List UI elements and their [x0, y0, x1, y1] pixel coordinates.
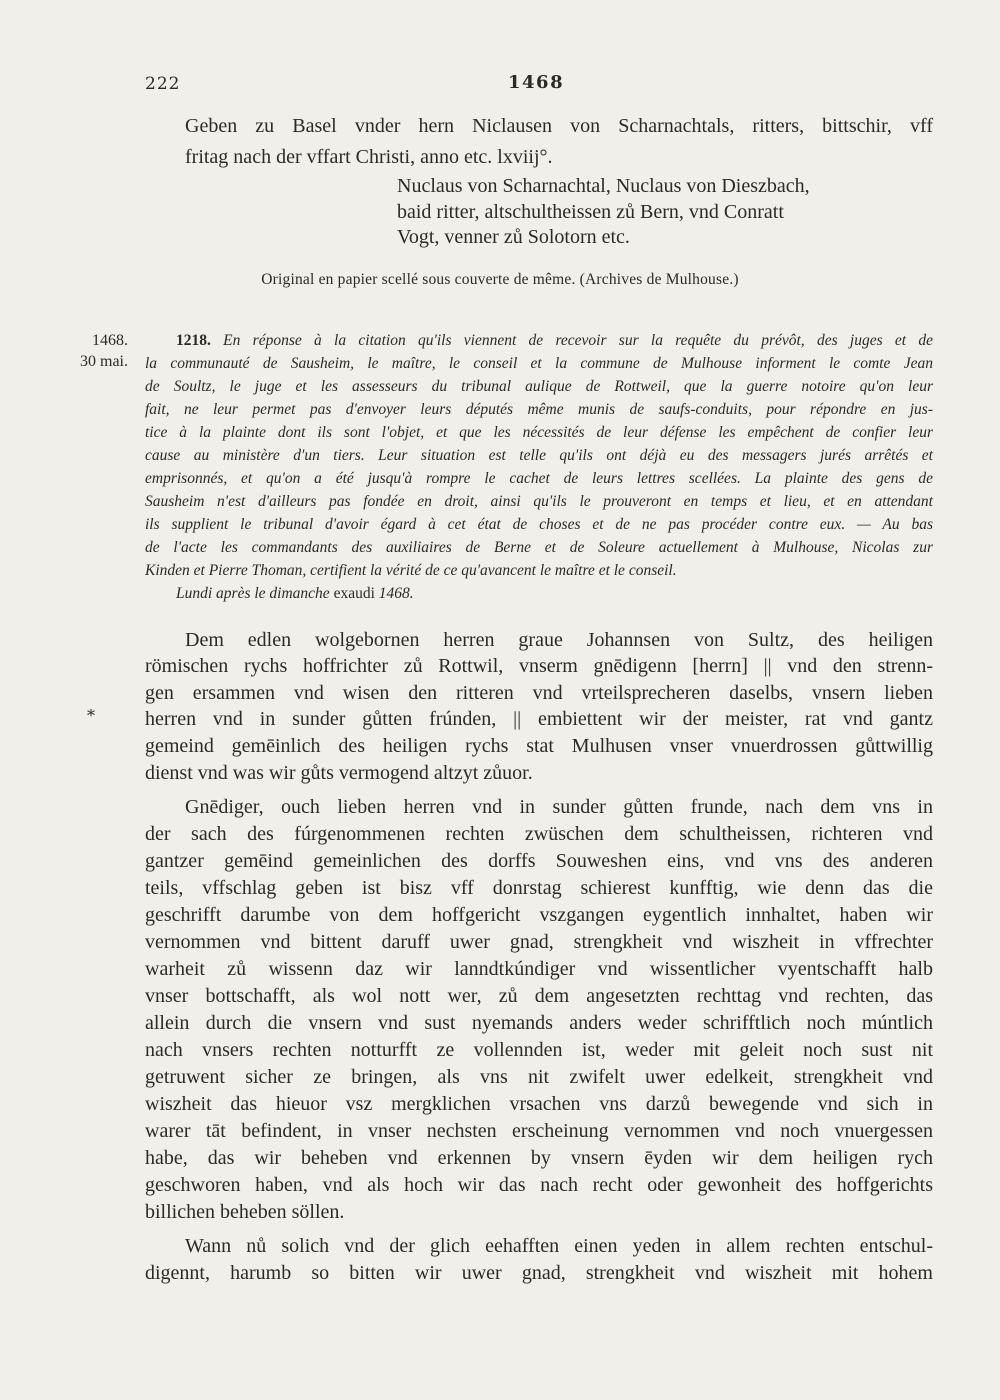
text-line: geschworen haben, vnd als hoch wir das nach recht oder gewonheit des hoffgerichts: [145, 1174, 933, 1196]
regest-line: [176, 330, 933, 351]
regest-line: fait, ne leur permet pas d'envoyer leurs députés même munis de saufs-conduits, pour répondre en jus-: [145, 401, 933, 418]
regest-line: cause au ministère d'un tiers. Leur situation est telle qu'ils ont déjà eu des messagers jurés arrêtés et: [145, 447, 933, 464]
page-number: 222: [145, 74, 181, 94]
closing-line: fritag nach der vffart Christi, anno etc. lxviij°.: [185, 146, 553, 168]
regest-date-part: exaudi: [333, 585, 375, 602]
text-line: nach vnsers rechten notturfft ze vollennden ist, weder mit geleit noch sust nit: [145, 1039, 933, 1061]
text-line: der sach des fúrgenommenen rechten zwüschen dem schultheissen, richteren vnd: [145, 823, 933, 845]
text-line: Dem edlen wolgebornen herren graue Johannsen von Sultz, des heiligen: [185, 629, 933, 651]
regest-line: tice à la plainte dont ils sont l'objet, et que les nécessités de leur défense les empêchent de confier leur: [145, 424, 933, 441]
text-line: gantzer gemēind gemeinlichen des dorffs Souweshen eins, vnd vns des anderen: [145, 850, 933, 872]
text-line: digennt, harumb so bitten wir uwer gnad, strengkheit vnd wiszheit mit hohem: [145, 1262, 933, 1284]
source-note: Original en papier scellé sous couverte de même. (Archives de Mulhouse.): [261, 271, 739, 288]
signature-line: Nuclaus von Scharnachtal, Nuclaus von Dieszbach,: [397, 175, 810, 197]
running-head-year: 1468: [508, 72, 565, 93]
regest-line: Sausheim n'est d'ailleurs pas fondée en droit, ainsi qu'ils le prouveront en temps et lieu, et en attendant: [145, 493, 933, 510]
regest-line: Kinden et Pierre Thoman, certifient la vérité de ce qu'avancent le maître et le conseil.: [145, 562, 677, 579]
signature-line: Vogt, venner zů Solotorn etc.: [397, 226, 630, 248]
text-line: Gnēdiger, ouch lieben herren vnd in sunder gůtten frunde, nach dem vns in: [185, 796, 933, 818]
text-line: teils, vffschlag geben ist bisz vff donrstag schierest kunfftig, wie denn das die: [145, 877, 933, 899]
regest-date-part: 1468.: [378, 585, 414, 602]
document-number: 1218.: [176, 332, 211, 349]
regest-date-part: Lundi après le dimanche: [176, 585, 330, 602]
margin-year: 1468.: [92, 332, 128, 349]
text-line: gen ersammen vnd wisen den ritteren vnd vrteilsprecheren daselbs, vnsern lieben: [145, 682, 933, 704]
regest-line: de Soultz, le juge et les assesseurs du tribunal aulique de Rottweil, que la guerre notoire qu'on leur: [145, 378, 933, 395]
regest-line: ils supplient le tribunal d'avoir égard à cet état de choses et de ne pas procéder contre eux. — Au bas: [145, 516, 933, 533]
text-line: Wann nů solich vnd der glich eehafften einen yeden in allem rechten entschul-: [185, 1235, 933, 1257]
regest-text: En réponse à la citation qu'ils viennent de recevoir sur la requête du prévôt, des juges et de: [223, 332, 933, 349]
regest-line: la communauté de Sausheim, le maître, le conseil et la commune de Mulhouse informent le comte Jean: [145, 355, 933, 372]
text-line: allein durch die vnsern vnd sust nyemands anders weder schrifftlich noch múntlich: [145, 1012, 933, 1034]
margin-day: 30 mai.: [80, 353, 128, 370]
text-line: warheit zů wissenn daz wir lanndtkúndiger vnd wissentlicher vyentschafft halb: [145, 958, 933, 980]
text-line: billichen beheben söllen.: [145, 1201, 345, 1223]
text-line: römischen rychs hoffrichter zů Rottwil, vnserm gnēdigenn [herrn] || vnd den strenn-: [145, 655, 933, 677]
signature-line: baid ritter, altschultheissen zů Bern, vnd Conratt: [397, 201, 784, 223]
text-line: vnser bottschafft, als wol nott wer, zů dem angesetzten rechttag vnd rechten, das: [145, 985, 933, 1007]
text-line: herren vnd in sunder gůtten frúnden, || embiettent wir der meister, rat vnd gantz: [145, 708, 933, 730]
regest-line: de l'acte les commandants des auxiliaires de Berne et de Soleure actuellement à Mulhouse, Nicolas zur: [145, 539, 933, 556]
regest-line: emprisonnés, et qu'on a été jusqu'à rompre le cachet de leurs lettres scellées. La plainte des gens de: [145, 470, 933, 487]
text-line: vernommen vnd bittent daruff uwer gnad, strengkheit vnd wiszheit in vffrechter: [145, 931, 933, 953]
text-line: geschrifft darumbe von dem hoffgericht vszgangen eygentlich innhaltet, haben wir: [145, 904, 933, 926]
text-line: getruwent sicher ze bringen, als vns nit zwifelt uwer edelkeit, strengkheit vnd: [145, 1066, 933, 1088]
text-line: habe, das wir beheben vnd erkennen by vnsern ēyden wir dem heiligen rych: [145, 1147, 933, 1169]
text-line: dienst vnd was wir gůts vermogend altzyt zůuor.: [145, 762, 533, 784]
margin-asterisk: *: [87, 706, 95, 725]
closing-line: Geben zu Basel vnder hern Niclausen von Scharnachtals, ritters, bittschir, vff: [185, 115, 933, 137]
text-line: gemeind gemēinlich des heiligen rychs stat Mulhusen vnser vnuerdrossen gůttwillig: [145, 735, 933, 757]
regest-date: [176, 583, 933, 604]
text-line: wiszheit das hieuor vsz mergklichen vrsachen vns darzů bewegende vnd sich in: [145, 1093, 933, 1115]
text-line: warer tāt befindent, in vnser nechsten erscheinung vernommen vnd noch vnuergessen: [145, 1120, 933, 1142]
